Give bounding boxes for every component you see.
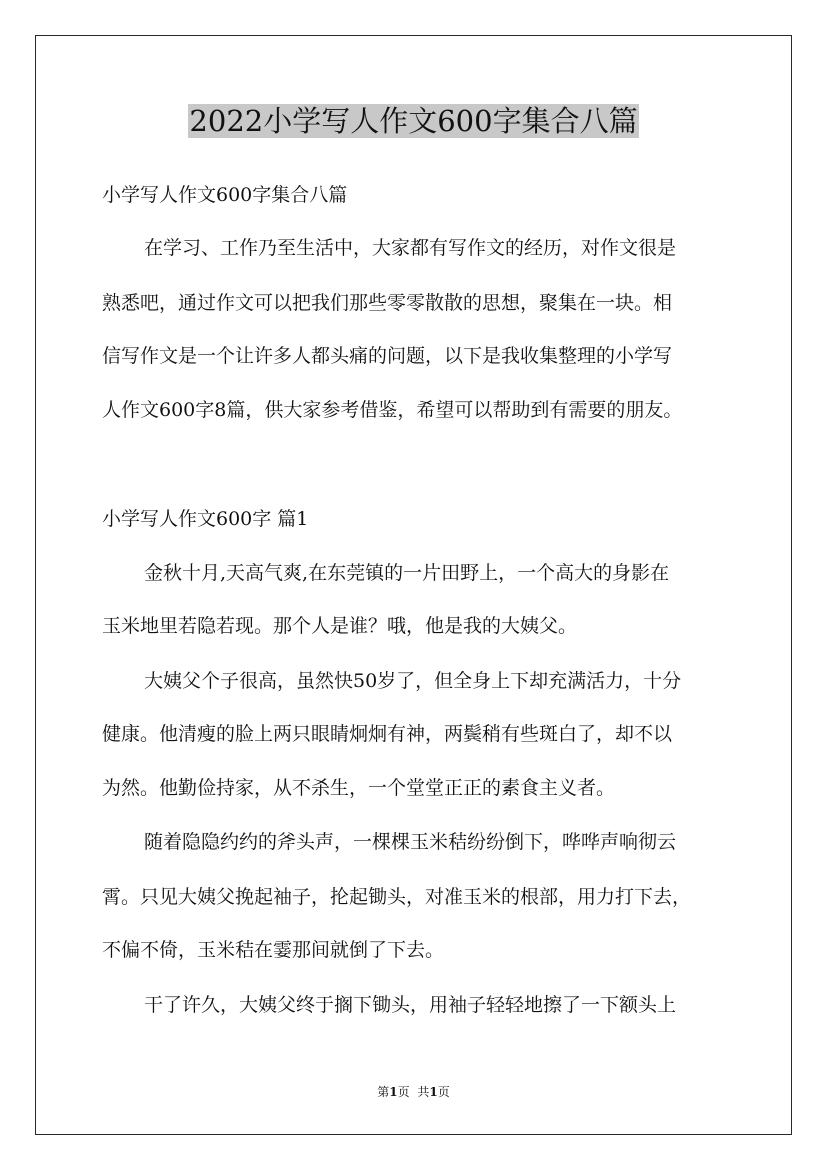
body-line: 干了许久，大姨父终于搁下锄头，用袖子轻轻地擦了一下额头上: [144, 994, 677, 1016]
page-footer: [0, 1084, 827, 1100]
body-line: 不偏不倚，玉米秸在霎那间就倒了下去。: [102, 939, 445, 961]
body-line: 健康。他清瘦的脸上两只眼睛炯炯有神，两鬓稍有些斑白了，却不以: [102, 723, 673, 745]
section-heading: 小学写人作文600字 篇1: [102, 508, 309, 530]
intro-line: 在学习、工作乃至生活中，大家都有写作文的经历，对作文很是: [144, 237, 677, 259]
intro-line: 人作文600字8篇，供大家参考借鉴，希望可以帮助到有需要的朋友。: [102, 399, 683, 421]
document-title: [0, 100, 827, 142]
intro-line: 熟悉吧，通过作文可以把我们那些零零散散的思想，聚集在一块。相: [102, 292, 673, 314]
page-current: 1: [389, 1085, 398, 1099]
total-suffix: 页: [437, 1085, 450, 1099]
document-subtitle: 小学写人作文600字集合八篇: [102, 184, 348, 206]
page-total: 1: [429, 1085, 438, 1099]
document-title-text: 2022小学写人作文600字集合八篇: [189, 104, 638, 138]
body-line: 玉米地里若隐若现。那个人是谁？哦，他是我的大姨父。: [102, 615, 578, 637]
body-line: 霄。只见大姨父挽起袖子，抡起锄头，对准玉米的根部，用力打下去，: [102, 886, 692, 908]
body-line: 为然。他勤俭持家，从不杀生，一个堂堂正正的素食主义者。: [102, 777, 616, 799]
body-line: 大姨父个子很高，虽然快50岁了，但全身上下却充满活力，十分: [144, 670, 682, 692]
total-prefix: 共: [417, 1085, 430, 1099]
body-line: 金秋十月,天高气爽,在东莞镇的一片田野上，一个高大的身影在: [144, 562, 670, 584]
page-label-mid: 页: [397, 1085, 410, 1099]
page-label-prefix: 第: [377, 1085, 390, 1099]
body-line: 随着隐隐约约的斧头声，一棵棵玉米秸纷纷倒下，哗哗声响彻云: [144, 831, 677, 853]
intro-line: 信写作文是一个让许多人都头痛的问题，以下是我收集整理的小学写: [102, 345, 673, 367]
